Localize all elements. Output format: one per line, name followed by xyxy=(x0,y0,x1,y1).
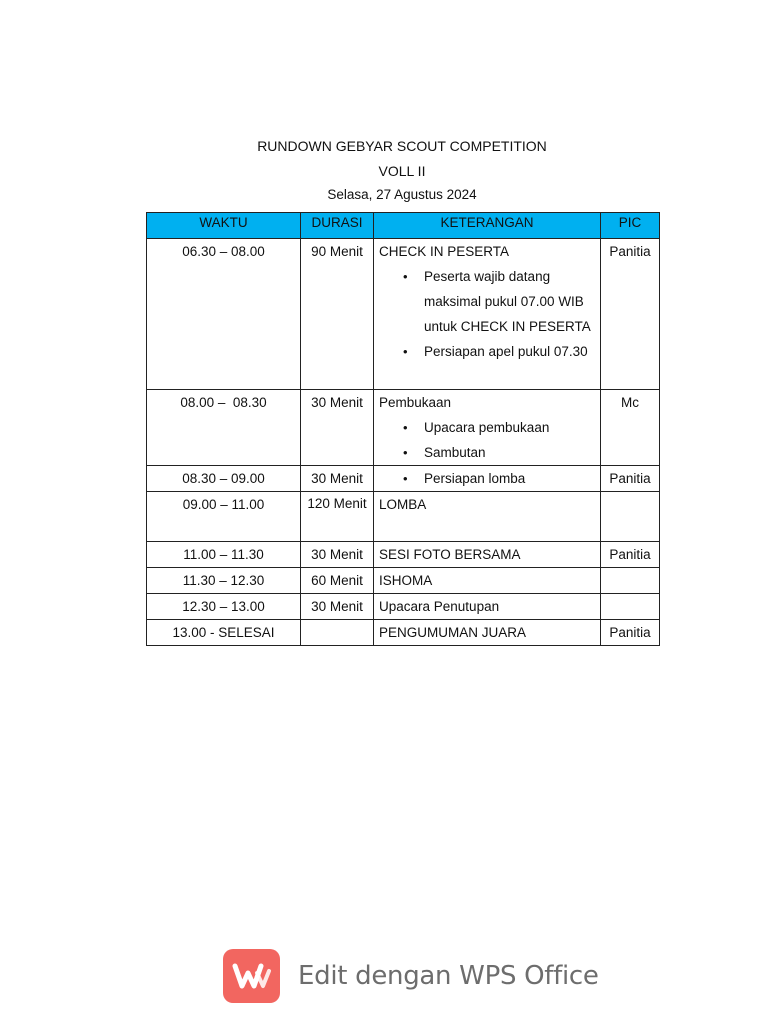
header-keterangan: KETERANGAN xyxy=(374,213,601,239)
document-title: RUNDOWN GEBYAR SCOUT COMPETITION xyxy=(257,138,547,154)
table-row xyxy=(147,466,660,492)
cell-waktu: 12.30 – 13.00 xyxy=(147,594,301,620)
table-row xyxy=(147,390,660,466)
header-pic: PIC xyxy=(601,213,660,239)
cell-durasi: 30 Menit xyxy=(301,466,374,492)
table-row xyxy=(147,620,660,646)
wps-edit-banner[interactable] xyxy=(223,949,599,1003)
cell-pic: Panitia xyxy=(601,466,660,492)
table-row xyxy=(147,568,660,594)
header-waktu: WAKTU xyxy=(147,213,301,239)
table-row xyxy=(147,542,660,568)
cell-pic: Panitia xyxy=(601,239,660,390)
wps-logo-icon[interactable] xyxy=(223,949,280,1003)
cell-pic: Panitia xyxy=(601,620,660,646)
cell-pic: Panitia xyxy=(601,542,660,568)
cell-waktu: 13.00 - SELESAI xyxy=(147,620,301,646)
cell-keterangan xyxy=(374,239,601,390)
cell-keterangan: SESI FOTO BERSAMA xyxy=(374,542,601,568)
cell-durasi: 30 Menit xyxy=(301,594,374,620)
cell-pic xyxy=(601,594,660,620)
cell-keterangan xyxy=(374,466,601,492)
wps-edit-label[interactable]: Edit dengan WPS Office xyxy=(298,961,599,991)
cell-durasi: 30 Menit xyxy=(301,390,374,466)
bullet-item: • Sambutan xyxy=(424,440,595,465)
cell-waktu: 11.00 – 11.30 xyxy=(147,542,301,568)
document-date: Selasa, 27 Agustus 2024 xyxy=(327,187,477,202)
cell-keterangan xyxy=(374,390,601,466)
cell-waktu: 11.30 – 12.30 xyxy=(147,568,301,594)
cell-durasi xyxy=(301,620,374,646)
cell-durasi: 30 Menit xyxy=(301,542,374,568)
cell-pic: Mc xyxy=(601,390,660,466)
table-row xyxy=(147,492,660,542)
bullet-item: • Persiapan lomba xyxy=(424,466,595,491)
keterangan-text: CHECK IN PESERTA xyxy=(379,244,510,259)
cell-waktu: 08.30 – 09.00 xyxy=(147,466,301,492)
bullet-list xyxy=(379,466,595,491)
cell-waktu: 09.00 – 11.00 xyxy=(147,492,301,542)
cell-pic xyxy=(601,568,660,594)
table-header-row xyxy=(147,213,660,239)
table-row xyxy=(147,239,660,390)
bullet-list xyxy=(379,264,595,364)
cell-pic xyxy=(601,492,660,542)
cell-durasi: 90 Menit xyxy=(301,239,374,390)
table-row xyxy=(147,594,660,620)
cell-waktu: 08.00 – 08.30 xyxy=(147,390,301,466)
bullet-list xyxy=(379,415,595,465)
rundown-table xyxy=(146,212,660,646)
bullet-item: • Persiapan apel pukul 07.30 xyxy=(424,339,595,364)
bullet-item: • Upacara pembukaan xyxy=(424,415,595,440)
header-durasi: DURASI xyxy=(301,213,374,239)
cell-keterangan: Upacara Penutupan xyxy=(374,594,601,620)
bullet-item: • Peserta wajib datang maksimal pukul 07.00 WIB untuk CHECK IN PESERTA xyxy=(424,264,595,339)
cell-keterangan: PENGUMUMAN JUARA xyxy=(374,620,601,646)
keterangan-text: Pembukaan xyxy=(379,395,452,410)
cell-durasi: 60 Menit xyxy=(301,568,374,594)
cell-keterangan: ISHOMA xyxy=(374,568,601,594)
document-subtitle: VOLL II xyxy=(378,163,426,179)
cell-keterangan: LOMBA xyxy=(374,492,601,542)
cell-durasi: 120 Menit xyxy=(301,492,374,542)
cell-waktu: 06.30 – 08.00 xyxy=(147,239,301,390)
